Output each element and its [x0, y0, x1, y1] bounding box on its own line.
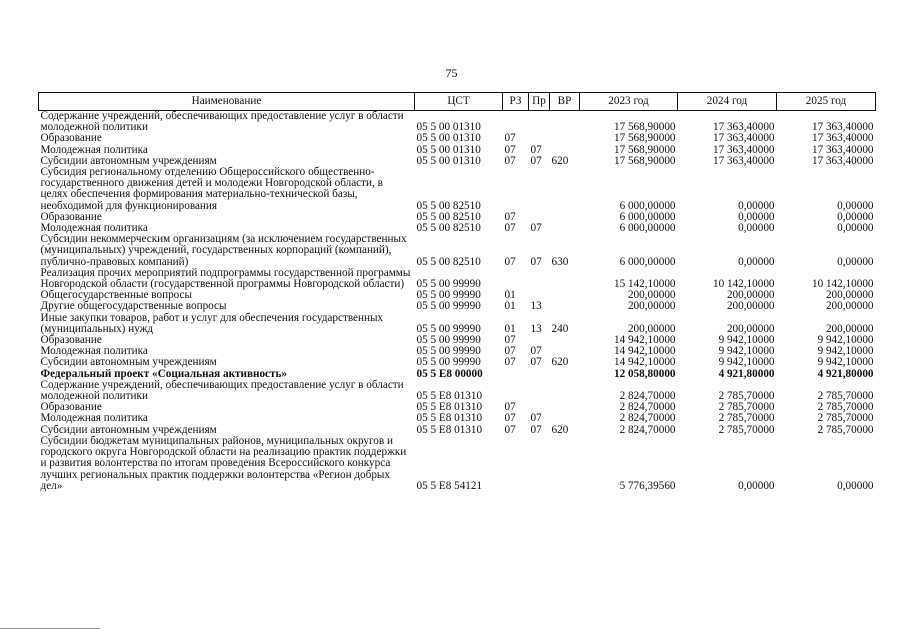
cell-cst: 05 5 E8 01310 — [416, 390, 483, 403]
table-row — [39, 167, 876, 212]
cell-cst: 05 5 00 01310 — [416, 121, 481, 134]
cell-rz — [503, 436, 529, 492]
cell-vr: 620 — [551, 154, 569, 167]
cell-name: Молодежная политика — [40, 143, 148, 156]
cell-cst: 05 5 E8 01310 — [416, 412, 483, 425]
cell-pr — [529, 369, 550, 380]
table-row — [39, 313, 876, 335]
cell-name: Содержание учреждений, обеспечивающих предоставление услуг в области молодежной политики — [40, 378, 404, 403]
cell-cst: 05 5 00 99990 — [416, 300, 481, 313]
cell-cst: 05 5 E8 01310 — [416, 423, 483, 436]
cell-2023: 200,00000 — [627, 289, 676, 302]
cell-vr — [550, 268, 580, 290]
cell-name: Субсидия региональному отделению Общероссийского общественно-государственного движения детей и молодежи Новгородской области, в целях обеспечения формирования материально-технической базы, необходимой для функционирования — [40, 166, 383, 212]
cell-cst: 05 5 00 01310 — [416, 132, 481, 145]
cell-2023: 17 568,90000 — [613, 132, 676, 145]
cell-pr: 07 — [530, 154, 542, 167]
cell-cst: 05 5 00 01310 — [416, 143, 481, 156]
cell-rz: 07 — [504, 132, 516, 145]
cell-2024: 17 363,40000 — [712, 121, 775, 134]
cell-2023: 17 568,90000 — [613, 121, 676, 134]
cell-name: Содержание учреждений, обеспечивающих предоставление услуг в области молодежной политики — [40, 110, 404, 134]
cell-2023: 2 824,70000 — [619, 401, 676, 414]
cell-vr — [550, 212, 580, 223]
table-body — [39, 111, 876, 492]
cell-2023: 17 568,90000 — [613, 154, 676, 167]
cell-2024: 0,00000 — [738, 479, 775, 492]
cell-rz — [503, 369, 529, 380]
cell-rz — [503, 268, 529, 290]
cell-2025: 0,00000 — [837, 255, 874, 268]
cell-pr: 07 — [530, 143, 542, 156]
cell-2023: 200,00000 — [627, 300, 676, 313]
cell-2025: 17 363,40000 — [811, 121, 874, 134]
cell-2025: 0,00000 — [837, 210, 874, 223]
cell-2024: 200,00000 — [726, 289, 775, 302]
cell-2025: 9 942,10000 — [817, 345, 874, 358]
table-row — [39, 413, 876, 424]
cell-2024: 17 363,40000 — [712, 132, 775, 145]
cell-2023: 6 000,00000 — [619, 222, 676, 235]
cell-2023: 17 568,90000 — [613, 143, 676, 156]
cell-2023: 6 000,00000 — [619, 255, 676, 268]
cell-2024: 9 942,10000 — [718, 334, 775, 347]
header-name: Наименование — [39, 93, 415, 111]
cell-pr — [529, 167, 550, 212]
cell-2023: 2 824,70000 — [619, 412, 676, 425]
cell-vr — [550, 223, 580, 234]
cell-2024: 2 785,70000 — [718, 390, 775, 403]
cell-vr — [550, 335, 580, 346]
cell-name: Молодежная политика — [40, 412, 148, 425]
cell-2024: 2 785,70000 — [718, 401, 775, 414]
cell-2025: 17 363,40000 — [811, 154, 874, 167]
cell-2024: 2 785,70000 — [718, 423, 775, 436]
cell-cst: 05 5 00 99990 — [416, 334, 481, 347]
cell-2025: 2 785,70000 — [817, 423, 874, 436]
cell-rz: 07 — [504, 412, 516, 425]
cell-rz: 07 — [504, 143, 516, 156]
cell-vr — [550, 111, 580, 134]
cell-cst: 05 5 00 99990 — [416, 289, 481, 302]
table-row — [39, 301, 876, 312]
cell-2024: 0,00000 — [738, 210, 775, 223]
cell-name: Субсидии автономным учреждениям — [40, 423, 217, 436]
table-row — [39, 436, 876, 492]
cell-vr — [550, 290, 580, 301]
cell-vr — [550, 380, 580, 402]
cell-rz — [503, 380, 529, 402]
cell-2024: 9 942,10000 — [718, 345, 775, 358]
cell-2024: 17 363,40000 — [712, 143, 775, 156]
cell-2025: 2 785,70000 — [817, 412, 874, 425]
cell-2025: 200,00000 — [825, 300, 874, 313]
cell-rz: 07 — [504, 255, 516, 268]
cell-pr: 07 — [530, 412, 542, 425]
header-row — [39, 93, 876, 111]
cell-2023: 5 776,39560 — [619, 479, 676, 492]
cell-pr: 07 — [530, 222, 542, 235]
cell-2025: 17 363,40000 — [811, 143, 874, 156]
cell-vr — [550, 413, 580, 424]
header-2024: 2024 год — [678, 93, 777, 111]
cell-2024: 0,00000 — [738, 222, 775, 235]
cell-pr — [529, 268, 550, 290]
cell-name: Молодежная политика — [40, 222, 148, 235]
table-row — [39, 133, 876, 144]
cell-pr: 07 — [530, 255, 542, 268]
budget-table — [38, 92, 876, 492]
cell-rz: 01 — [504, 300, 516, 313]
cell-rz: 07 — [504, 345, 516, 358]
cell-2023: 6 000,00000 — [619, 210, 676, 223]
cell-2024: 200,00000 — [726, 322, 775, 335]
cell-cst: 05 5 E8 00000 — [416, 367, 483, 380]
cell-cst: 05 5 00 82510 — [416, 255, 481, 268]
cell-name: Образование — [40, 401, 102, 414]
cell-name: Другие общегосударственные вопросы — [40, 300, 227, 313]
cell-2025: 10 142,10000 — [811, 278, 874, 291]
cell-pr: 07 — [530, 345, 542, 358]
cell-2025: 9 942,10000 — [817, 334, 874, 347]
cell-2025: 17 363,40000 — [811, 132, 874, 145]
cell-name: Субсидии бюджетам муниципальных районов, муниципальных округов и городского округа Новгородской области на реализацию практик поддержки и развития волонтерства по итогам проведения Всероссийского конкурса лучших региональных практик поддержки волонтерства «Регион добрых дел» — [40, 434, 407, 492]
cell-name: Общегосударственные вопросы — [40, 289, 193, 302]
cell-name: Субсидии некоммерческим организациям (за исключением государственных (муниципальных) учреждений, государственных корпораций (компаний), публично-правовых компаний) — [40, 233, 407, 268]
cell-name: Иные закупки товаров, работ и услуг для обеспечения государственных (муниципальных) нужд — [40, 311, 384, 335]
header-cst: ЦСТ — [415, 93, 503, 111]
cell-cst: 05 5 E8 54121 — [416, 479, 483, 492]
header-vr: ВР — [550, 93, 580, 111]
cell-2024: 0,00000 — [738, 199, 775, 212]
cell-pr: 13 — [530, 300, 542, 313]
cell-pr: 07 — [530, 423, 542, 436]
table-row — [39, 357, 876, 368]
cell-rz — [503, 111, 529, 134]
cell-2025: 0,00000 — [837, 222, 874, 235]
table-row — [39, 234, 876, 268]
cell-rz: 01 — [504, 289, 516, 302]
cell-2023: 2 824,70000 — [619, 390, 676, 403]
cell-vr: 620 — [551, 423, 569, 436]
cell-vr — [550, 301, 580, 312]
cell-2025: 0,00000 — [837, 199, 874, 212]
cell-2024: 17 363,40000 — [712, 154, 775, 167]
cell-vr — [550, 369, 580, 380]
cell-rz: 07 — [504, 154, 516, 167]
cell-2024: 10 142,10000 — [712, 278, 775, 291]
table-row — [39, 268, 876, 290]
table-row — [39, 380, 876, 402]
cell-name: Образование — [40, 132, 102, 145]
cell-2023: 12 058,80000 — [613, 367, 676, 380]
cell-2023: 6 000,00000 — [619, 199, 676, 212]
cell-rz: 07 — [504, 401, 516, 414]
cell-pr: 07 — [530, 356, 542, 369]
cell-vr: 620 — [551, 356, 569, 369]
cell-name: Федеральный проект «Социальная активность» — [40, 367, 288, 380]
cell-cst: 05 5 00 99990 — [416, 322, 481, 335]
cell-name: Субсидии автономным учреждениям — [40, 154, 217, 167]
cell-2025: 200,00000 — [825, 289, 874, 302]
cell-rz: 07 — [504, 222, 516, 235]
cell-rz: 07 — [504, 210, 516, 223]
cell-pr: 13 — [530, 322, 542, 335]
cell-rz: 01 — [504, 322, 516, 335]
cell-cst: 05 5 E8 01310 — [416, 401, 483, 414]
cell-2023: 200,00000 — [627, 322, 676, 335]
cell-2023: 14 942,10000 — [613, 345, 676, 358]
cell-cst: 05 5 00 99990 — [416, 278, 481, 291]
cell-vr — [550, 133, 580, 144]
page-number: 75 — [445, 66, 458, 80]
header-rz: РЗ — [503, 93, 529, 111]
cell-rz: 07 — [504, 334, 516, 347]
cell-2023: 15 142,10000 — [613, 278, 676, 291]
cell-name: Молодежная политика — [40, 345, 148, 358]
cell-2023: 14 942,10000 — [613, 356, 676, 369]
cell-2025: 4 921,80000 — [817, 367, 874, 380]
cell-cst: 05 5 00 82510 — [416, 210, 481, 223]
cell-2024: 200,00000 — [726, 300, 775, 313]
cell-2023: 14 942,10000 — [613, 334, 676, 347]
cell-2023: 2 824,70000 — [619, 423, 676, 436]
table-row — [39, 111, 876, 134]
header-pr: Пр — [529, 93, 550, 111]
cell-vr: 630 — [551, 255, 569, 268]
cell-2025: 9 942,10000 — [817, 356, 874, 369]
cell-vr: 240 — [551, 322, 569, 335]
cell-pr — [529, 380, 550, 402]
cell-cst: 05 5 00 82510 — [416, 199, 481, 212]
cell-2025: 0,00000 — [837, 479, 874, 492]
cell-vr — [550, 402, 580, 413]
cell-cst: 05 5 00 99990 — [416, 345, 481, 358]
cell-name: Образование — [40, 334, 102, 347]
cell-2024: 9 942,10000 — [718, 356, 775, 369]
cell-2025: 200,00000 — [825, 322, 874, 335]
cell-name: Образование — [40, 210, 102, 223]
cell-vr — [550, 436, 580, 492]
cell-name: Субсидии автономным учреждениям — [40, 356, 217, 369]
cell-2024: 0,00000 — [738, 255, 775, 268]
cell-cst: 05 5 00 82510 — [416, 222, 481, 235]
cell-vr — [550, 167, 580, 212]
header-2025: 2025 год — [777, 93, 876, 111]
cell-pr — [529, 133, 550, 144]
cell-2025: 2 785,70000 — [817, 401, 874, 414]
cell-rz — [503, 167, 529, 212]
cell-2025: 2 785,70000 — [817, 390, 874, 403]
header-2023: 2023 год — [580, 93, 678, 111]
bottom-rule — [0, 628, 100, 629]
cell-cst: 05 5 00 99990 — [416, 356, 481, 369]
cell-2024: 2 785,70000 — [718, 412, 775, 425]
cell-rz: 07 — [504, 423, 516, 436]
cell-2024: 4 921,80000 — [718, 367, 775, 380]
cell-cst: 05 5 00 01310 — [416, 154, 481, 167]
cell-pr — [529, 436, 550, 492]
cell-pr — [529, 111, 550, 134]
cell-name: Реализация прочих мероприятий подпрограммы государственной программы Новгородской области (государственной программы Новгородской области) — [40, 266, 411, 291]
cell-rz: 07 — [504, 356, 516, 369]
